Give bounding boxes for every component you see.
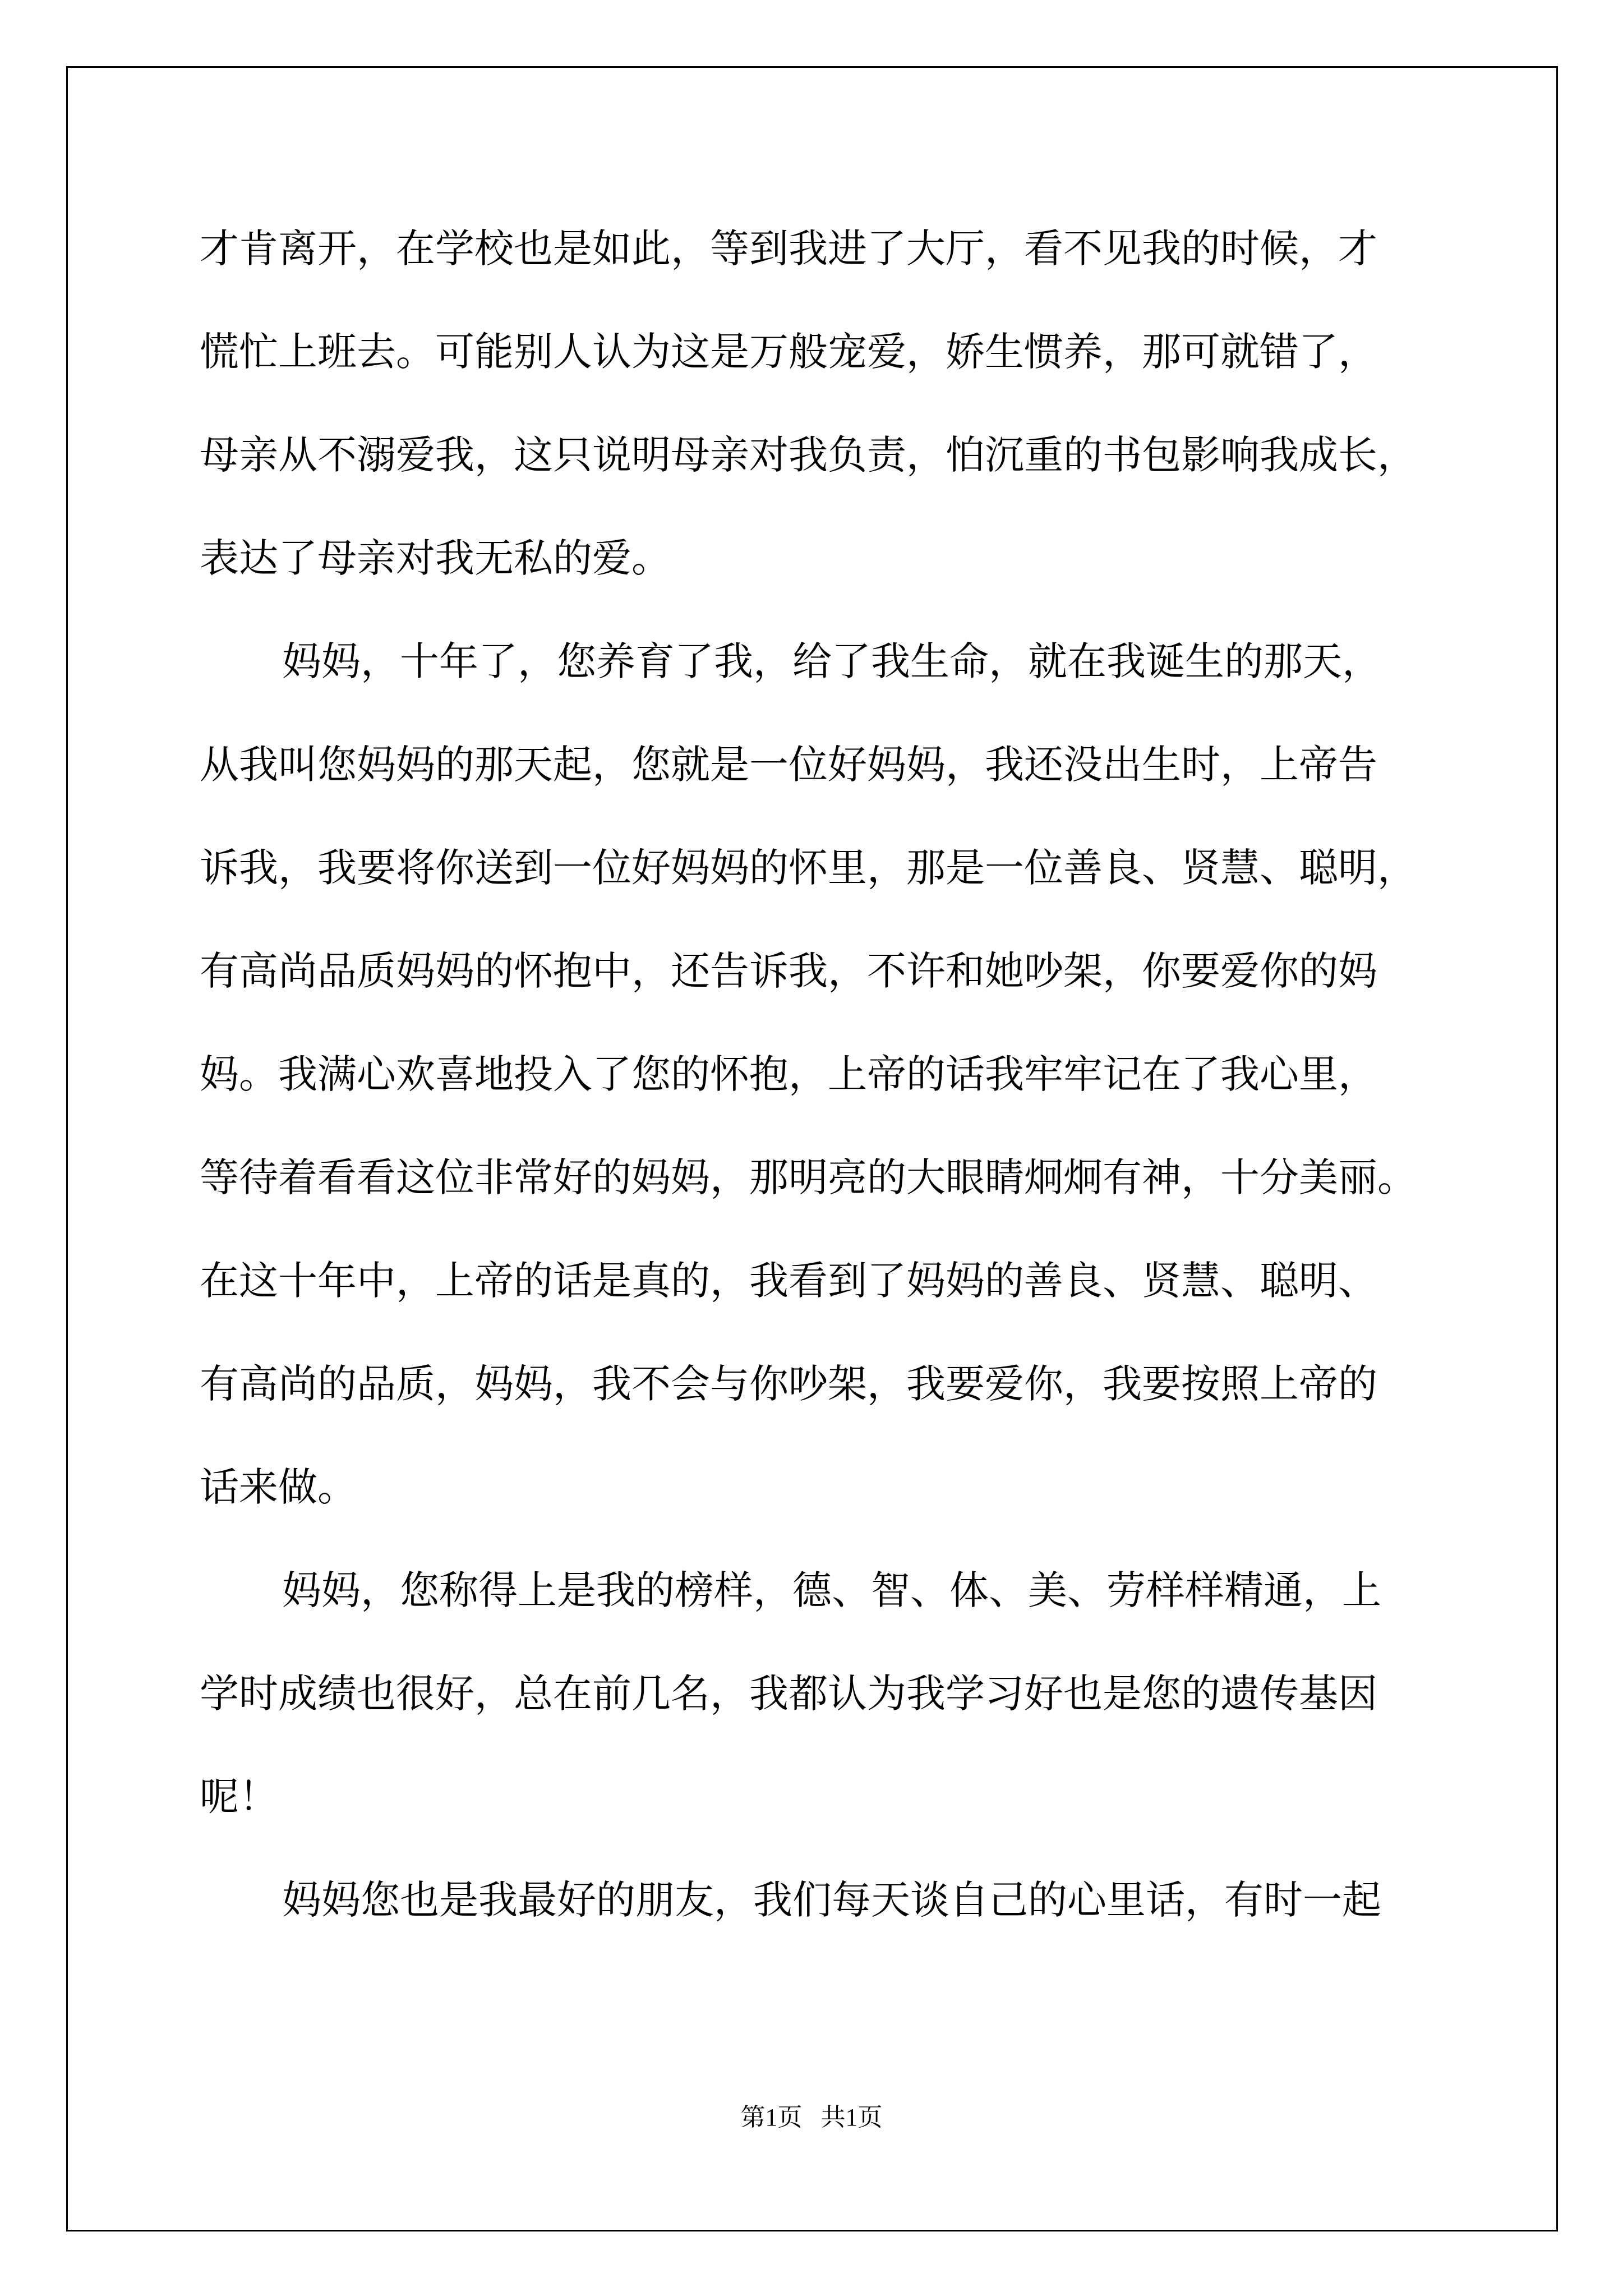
text-line: 妈。我满心欢喜地投入了您的怀抱，上帝的话我牢牢记在了我心里， [200,1051,1377,1097]
paragraph-first-line: 妈妈，您称得上是我的榜样，德、智、体、美、劳样样精通，上 [282,1567,1381,1613]
text-line: 诉我，我要将你送到一位好妈妈的怀里，那是一位善良、贤慧、聪明， [200,845,1417,891]
text-line: 有高尚的品质，妈妈，我不会与你吵架，我要爱你，我要按照上帝的 [200,1361,1377,1407]
text-line: 从我叫您妈妈的那天起，您就是一位好妈妈，我还没出生时，上帝告 [200,742,1377,788]
text-line: 学时成绩也很好，总在前几名，我都认为我学习好也是您的遗传基因 [200,1671,1377,1717]
paragraph-first-line: 妈妈，十年了，您养育了我，给了我生命，就在我诞生的那天， [282,638,1381,684]
text-line: 母亲从不溺爱我，这只说明母亲对我负责，怕沉重的书包影响我成长， [200,432,1417,478]
text-line: 表达了母亲对我无私的爱。 [200,535,671,581]
text-line: 话来做。 [200,1464,357,1510]
text-line: 慌忙上班去。可能别人认为这是万般宠爱，娇生惯养，那可就错了， [200,329,1377,375]
text-line: 才肯离开，在学校也是如此，等到我进了大厅，看不见我的时候，才 [200,226,1377,272]
text-line: 等待着看看这位非常好的妈妈，那明亮的大眼睛炯炯有神，十分美丽。 [200,1154,1417,1200]
page-footer: 第1页 共1页 [740,2104,883,2131]
text-line: 有高尚品质妈妈的怀抱中，还告诉我，不许和她吵架，你要爱你的妈 [200,948,1377,994]
document-body [200,223,1433,1978]
text-line: 呢！ [200,1774,278,1820]
paragraph-first-line: 妈妈您也是我最好的朋友，我们每天谈自己的心里话，有时一起 [282,1877,1381,1923]
text-line: 在这十年中，上帝的话是真的，我看到了妈妈的善良、贤慧、聪明、 [200,1258,1377,1304]
